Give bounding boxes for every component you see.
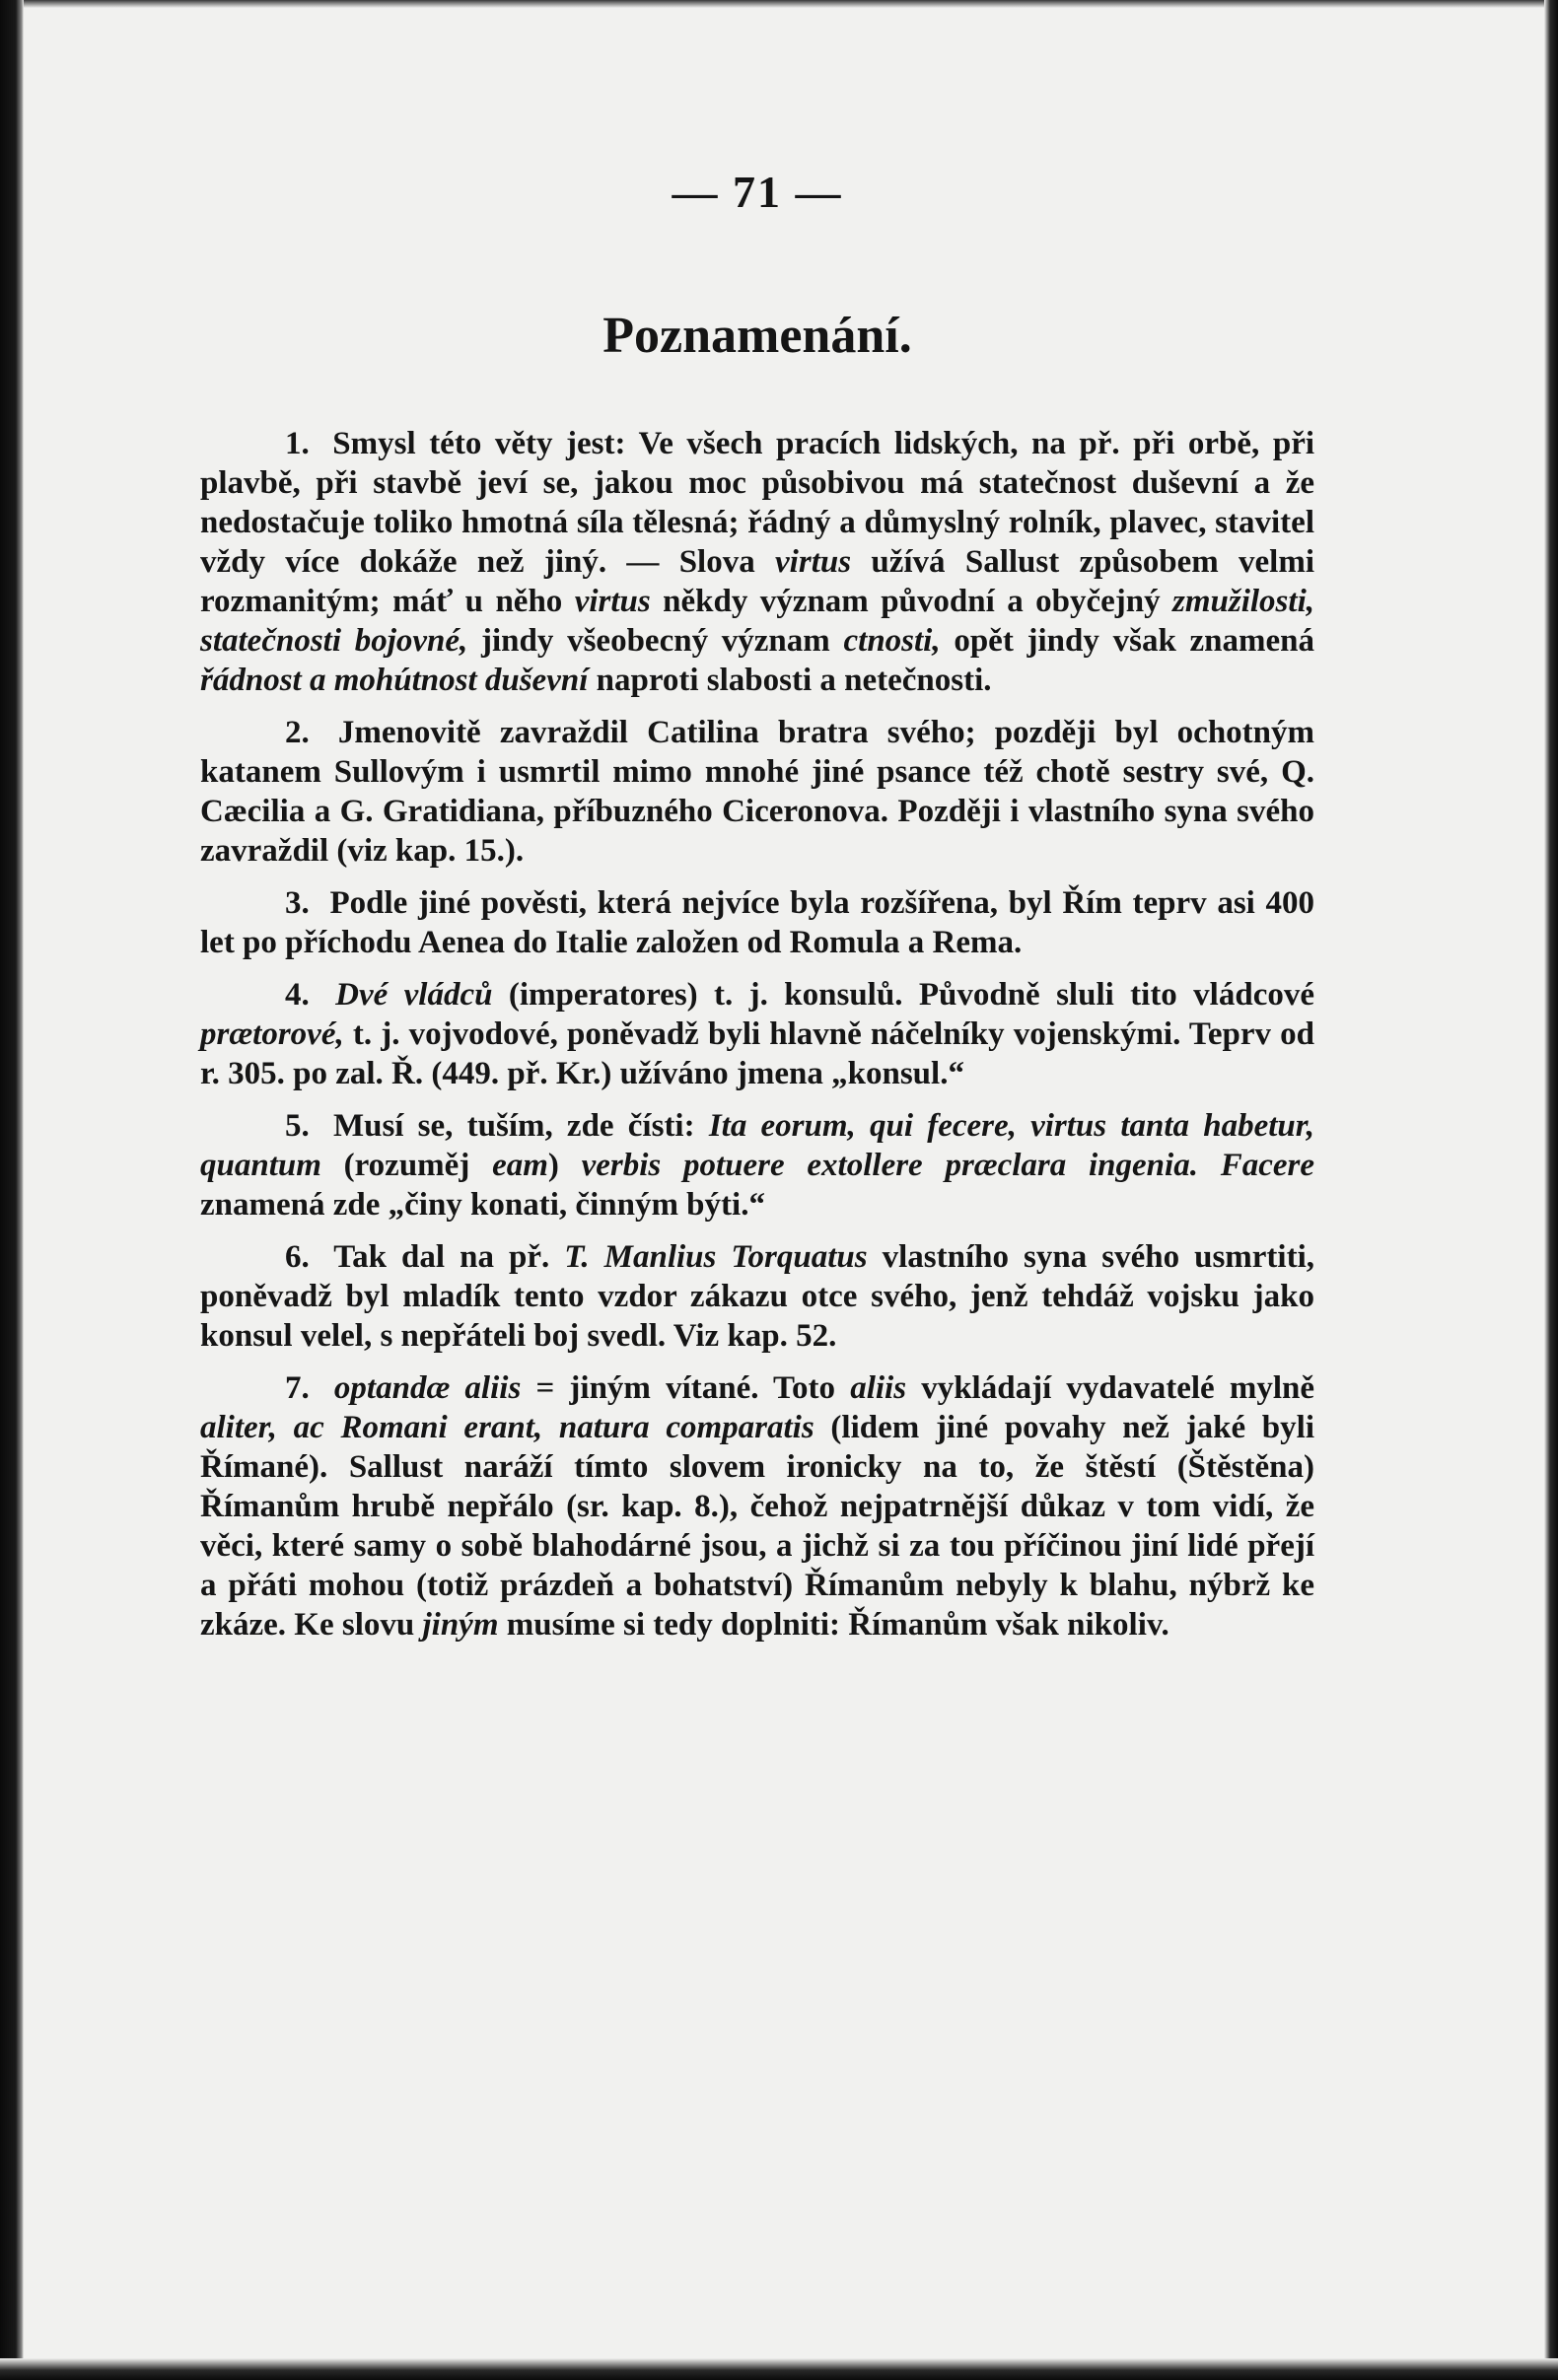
note-text-segment: ) xyxy=(547,1148,582,1183)
note-text: Jmenovitě zavraždil Catilina bratra svého; později byl ochotným katanem Sullovým i usmrtil mimo mnohé jiné psance též chotě sestry své, Q. Cæcilia a G. Gratidiana, příbuzného Ciceronova. Později i vlastního syna svého zavraždil (viz kap. 15.). xyxy=(200,715,1315,869)
note-text-italic: Facere xyxy=(1220,1148,1314,1183)
scan-edge-bottom xyxy=(0,2358,1558,2380)
note-text-segment: někdy význam původní a obyčejný xyxy=(650,584,1173,619)
note-number: 2. xyxy=(285,715,310,750)
note-number: 6. xyxy=(285,1239,310,1275)
note-text-segment: Tak dal na př. xyxy=(333,1239,565,1275)
note-text-segment: znamená zde „činy konati, činným býti.“ xyxy=(200,1187,765,1223)
note-text-segment: vlastního syna svého usmrtiti, poněvadž byl mladík tento vzdor zákazu otce svého, jenž tehdáž vojsku jako konsul velel, s nepřáteli boj svedl. Viz kap. 52. xyxy=(200,1239,1314,1354)
note-4 xyxy=(200,975,1314,1093)
note-6 xyxy=(200,1237,1314,1356)
scan-edge-left xyxy=(0,0,24,2380)
note-text-segment: musíme si tedy doplniti: Římanům však nikoliv. xyxy=(498,1607,1169,1643)
note-text-segment: naproti slabosti a netečnosti. xyxy=(588,663,992,698)
note-text xyxy=(200,426,1314,698)
note-text xyxy=(200,1108,1314,1223)
note-text-italic: prætorové, xyxy=(200,1016,344,1052)
note-number: 3. xyxy=(285,885,310,921)
page-number: — 71 — xyxy=(672,167,843,217)
note-text-segment: = jiným vítané. Toto xyxy=(521,1370,851,1406)
note-7 xyxy=(200,1368,1314,1645)
scan-edge-top xyxy=(0,0,1558,8)
note-text-italic: jiným xyxy=(422,1607,499,1643)
note-text-italic: zmužilosti, statečnosti bojovné, xyxy=(200,584,1314,659)
note-text xyxy=(200,977,1314,1091)
note-text-segment: vykládají vydavatelé mylně xyxy=(906,1370,1315,1406)
note-text-italic: virtus xyxy=(775,544,852,580)
page xyxy=(200,166,1314,1657)
note-text: Podle jiné pověsti, která nejvíce byla rozšířena, byl Řím teprv asi 400 let po příchodu Aenea do Italie založen od Romula a Rema. xyxy=(200,885,1315,960)
note-text-italic: Dvé vládců xyxy=(335,977,493,1013)
note-number: 7. xyxy=(285,1370,310,1406)
note-text-italic: Ita eorum, qui fecere, virtus tanta habetur, quantum xyxy=(200,1108,1315,1183)
note-text-segment: jindy všeobecný význam xyxy=(467,623,844,659)
note-text-italic: optandæ aliis xyxy=(333,1370,522,1406)
note-number: 4. xyxy=(285,977,310,1013)
scan-edge-right xyxy=(1544,0,1558,2380)
note-text-italic: verbis potuere extollere præclara ingenia. xyxy=(581,1148,1198,1183)
note-1 xyxy=(200,424,1314,700)
note-text-italic: T. Manlius Torquatus xyxy=(564,1239,868,1275)
note-5 xyxy=(200,1106,1314,1225)
note-number: 5. xyxy=(285,1108,310,1144)
note-text-segment: užívá Sallust způsobem velmi rozmanitým; máť u něho xyxy=(200,544,1314,619)
note-text-italic: aliis xyxy=(850,1370,907,1406)
note-text-segment: (rozuměj xyxy=(320,1148,493,1183)
note-text-segment: opět jindy však znamená xyxy=(940,623,1315,659)
note-text-segment xyxy=(1198,1148,1221,1183)
note-text-italic: eam xyxy=(492,1148,548,1183)
note-text-italic: virtus xyxy=(574,584,651,619)
note-text-segment: t. j. vojvodové, poněvadž byli hlavně náčelníky vojenskými. Teprv od r. 305. po zal. Ř. (449. př. Kr.) užíváno jmena „konsul.“ xyxy=(200,1016,1314,1091)
notes-list xyxy=(200,424,1314,1645)
note-text xyxy=(200,1239,1314,1354)
note-text-segment: (imperatores) t. j. konsulů. Původně sluli tito vládcové xyxy=(492,977,1314,1013)
note-text-segment: Smysl této věty jest: Ve všech pracích lidských, na př. při orbě, při plavbě, při stavbě jeví se, jakou moc působivou má statečnost duševní a že nedostačuje toliko hmotná síla tělesná; řádný a důmyslný rolník, plavec, stavitel vždy více dokáže než jiný. — Slova xyxy=(200,426,1315,580)
note-text xyxy=(200,1370,1314,1643)
note-3 xyxy=(200,883,1314,962)
note-text-italic: řádnost a mohútnost duševní xyxy=(200,663,589,698)
note-text-segment: Musí se, tuším, zde čísti: xyxy=(332,1108,709,1144)
page-title: Poznamenání. xyxy=(602,308,912,364)
note-text-segment: (lidem jiné povahy než jaké byli Římané). Sallust naráží tímto slovem ironicky na to, že štěstí (Štěstěna) Římanům hrubě nepřálo (sr. kap. 8.), čehož nejpatrnější důkaz v tom vidí, že věci, které samy o sobě blahodárné jsou, a jichž si za tou příčinou jiní lidé přejí a přáti mohou (totiž prázdeň a bohatství) Římanům nebyly k blahu, nýbrž ke zkáze. Ke slovu xyxy=(200,1410,1314,1643)
note-number: 1. xyxy=(285,426,310,461)
note-2 xyxy=(200,713,1314,871)
note-text-italic: aliter, ac Romani erant, natura comparatis xyxy=(200,1410,814,1445)
note-text-italic: ctnosti, xyxy=(843,623,941,659)
